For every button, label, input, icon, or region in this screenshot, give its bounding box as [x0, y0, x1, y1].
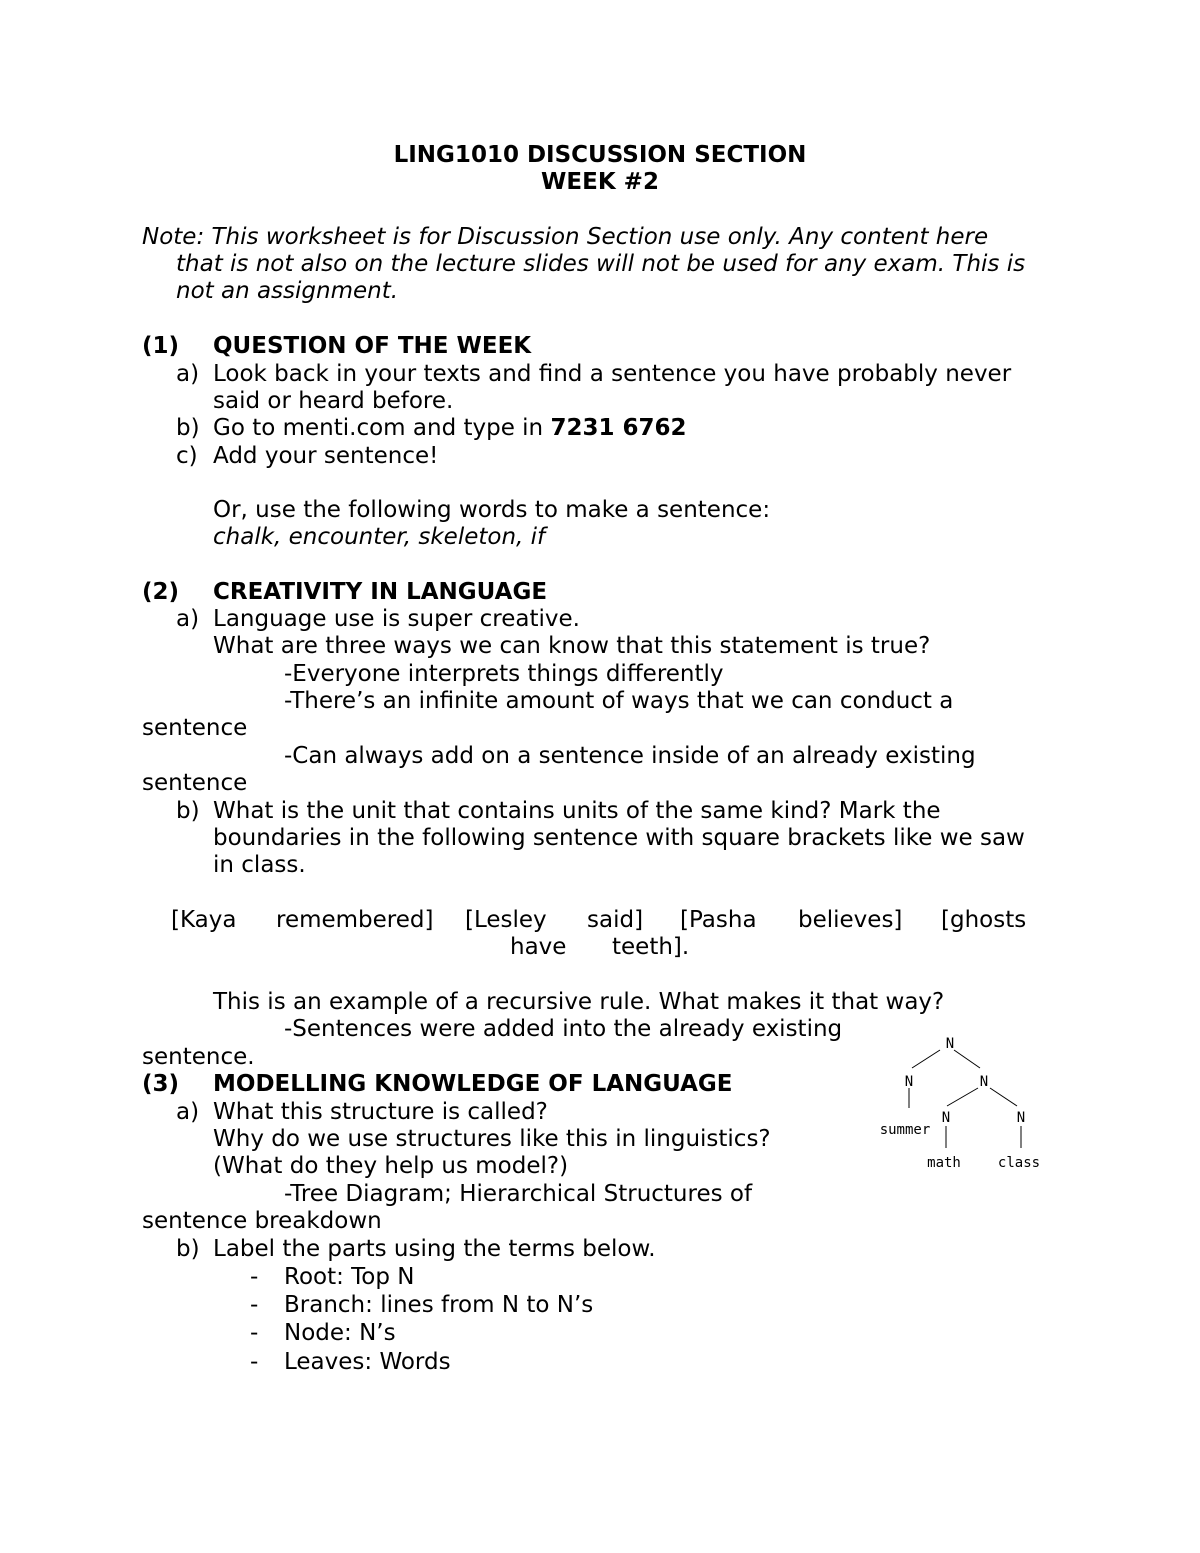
section-3-number: (3): [142, 1071, 180, 1097]
s2-b-line-2: boundaries in the following sentence with square brackets like we saw: [213, 825, 1025, 851]
s2-a-label: a): [176, 606, 200, 632]
s1-c-text: Add your sentence!: [213, 443, 439, 469]
s2-a-line-2: What are three ways we can know that this statement is true?: [213, 633, 931, 659]
bracket-word: said]: [587, 907, 644, 933]
tree-leaf-class: class: [997, 1155, 1041, 1171]
term-root: Root: Top N: [284, 1264, 415, 1290]
s3-a-line-1: What this structure is called?: [213, 1099, 548, 1125]
bracket-word: [Lesley: [465, 907, 547, 933]
s2-answer-2-line-2: sentence: [142, 715, 248, 741]
s2-b-line-1: What is the unit that contains units of the same kind? Mark the: [213, 798, 941, 824]
section-2-number: (2): [142, 579, 180, 605]
term-node: Node: N’s: [284, 1320, 396, 1346]
s1-b-label: b): [176, 415, 200, 441]
s2-answer-3-line-1: -Can always add on a sentence inside of an already existing: [284, 743, 976, 769]
term-dash: -: [250, 1264, 259, 1290]
tree-leaf-summer: summer: [879, 1122, 931, 1138]
bracket-word: believes]: [798, 907, 903, 933]
tree-root-node: N: [945, 1036, 955, 1052]
section-3-heading: MODELLING KNOWLEDGE OF LANGUAGE: [213, 1071, 733, 1097]
s1-a-line-2: said or heard before.: [213, 388, 454, 414]
recursive-answer-line-1: -Sentences were added into the already existing: [284, 1016, 843, 1042]
s1-a-line-1: Look back in your texts and find a sentence you have probably never: [213, 361, 1012, 387]
tree-diagram: [860, 1024, 1060, 1184]
bracket-word: [Pasha: [680, 907, 757, 933]
s3-answer-line-2: sentence breakdown: [142, 1208, 382, 1234]
note-line-1: Note: This worksheet is for Discussion Section use only. Any content here: [142, 224, 989, 250]
s3-b-text: Label the parts using the terms below.: [213, 1236, 656, 1262]
tree-node-right: N: [979, 1074, 989, 1090]
s2-answer-3-line-2: sentence: [142, 770, 248, 796]
bracket-word: teeth].: [612, 934, 690, 960]
branch-line: [954, 1050, 980, 1068]
recursive-answer-line-2: sentence.: [142, 1044, 255, 1070]
s3-a-line-3: (What do they help us model?): [213, 1153, 569, 1179]
note-line-2: that is not also on the lecture slides will not be used for any exam. This is: [176, 251, 1026, 277]
s1-c-label: c): [176, 443, 198, 469]
s2-b-label: b): [176, 798, 200, 824]
term-branch: Branch: lines from N to N’s: [284, 1292, 594, 1318]
bracket-word: [ghosts: [941, 907, 1027, 933]
section-1-heading: QUESTION OF THE WEEK: [213, 333, 532, 359]
bracket-word: have: [510, 934, 567, 960]
s3-b-label: b): [176, 1236, 200, 1262]
s3-a-line-2: Why do we use structures like this in linguistics?: [213, 1126, 771, 1152]
tree-node-left: N: [904, 1074, 914, 1090]
s3-a-label: a): [176, 1099, 200, 1125]
s2-b-line-3: in class.: [213, 852, 306, 878]
branch-line: [947, 1088, 978, 1106]
s2-answer-2-line-1: -There’s an infinite amount of ways that we can conduct a: [284, 688, 954, 714]
term-dash: -: [250, 1320, 259, 1346]
term-dash: -: [250, 1292, 259, 1318]
s1-a-label: a): [176, 361, 200, 387]
note-line-3: not an assignment.: [176, 278, 399, 304]
s1-words: chalk, encounter, skeleton, if: [213, 524, 546, 550]
term-dash: -: [250, 1349, 259, 1375]
s2-answer-1: -Everyone interprets things differently: [284, 661, 724, 687]
s2-a-line-1: Language use is super creative.: [213, 606, 580, 632]
tree-node-right-right: N: [1016, 1110, 1026, 1126]
branch-line: [990, 1088, 1017, 1106]
s1-b-text: Go to menti.com and type in: [213, 415, 551, 441]
s1-or-text: Or, use the following words to make a sentence:: [213, 497, 771, 523]
tree-node-right-left: N: [941, 1110, 951, 1126]
bracket-word: remembered]: [276, 907, 434, 933]
recursive-question: This is an example of a recursive rule. What makes it that way?: [213, 989, 945, 1015]
branch-line: [912, 1050, 940, 1068]
s1-b-line: [213, 415, 687, 442]
title-line-2: WEEK #2: [541, 169, 659, 195]
bracket-word: [Kaya: [171, 907, 237, 933]
s3-answer-line-1: -Tree Diagram; Hierarchical Structures of: [284, 1181, 753, 1207]
section-2-heading: CREATIVITY IN LANGUAGE: [213, 579, 548, 605]
tree-leaf-math: math: [927, 1155, 961, 1171]
title-line-1: LING1010 DISCUSSION SECTION: [393, 142, 807, 168]
term-leaves: Leaves: Words: [284, 1349, 451, 1375]
section-1-number: (1): [142, 333, 180, 359]
menti-code: 7231 6762: [550, 415, 687, 441]
